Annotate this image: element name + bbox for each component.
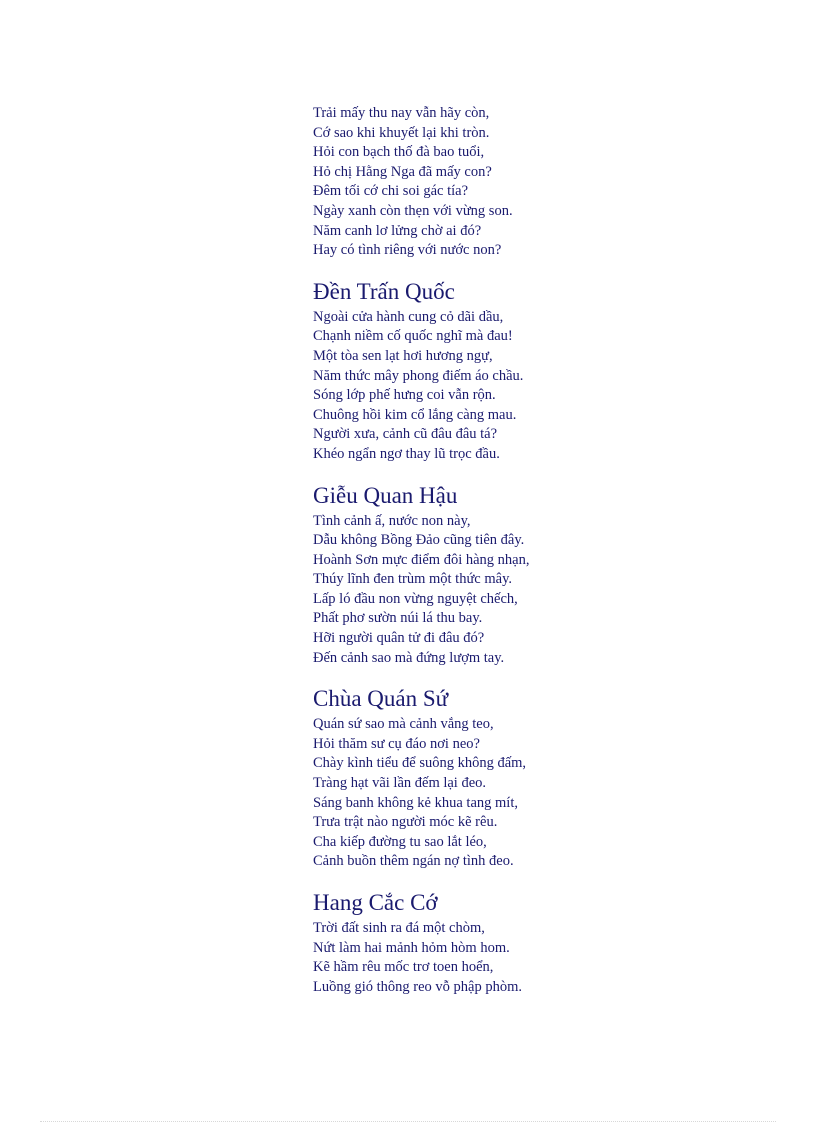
poem-chua-quan-su bbox=[313, 685, 793, 872]
verse-line: Ngoài cửa hành cung cỏ dãi dầu, bbox=[313, 308, 504, 325]
verse-line: Hỏi thăm sư cụ đáo nơi neo? bbox=[313, 735, 480, 752]
verse-line: Ngày xanh còn thẹn với vừng son. bbox=[313, 202, 513, 219]
verse-line: Cảnh buồn thêm ngán nợ tình đeo. bbox=[313, 853, 514, 870]
verse-line: Đêm tối cớ chi soi gác tía? bbox=[313, 183, 469, 200]
verse-line: Hoành Sơn mực điểm đôi hàng nhạn, bbox=[313, 551, 530, 568]
poem-den-tran-quoc bbox=[313, 278, 793, 465]
verse-line: Một tòa sen lạt hơi hương ngự, bbox=[313, 347, 493, 364]
verse-line: Nứt làm hai mảnh hỏm hòm hom. bbox=[313, 939, 510, 956]
verse-line: Sóng lớp phế hưng coi vẫn rộn. bbox=[313, 387, 496, 404]
verse-line: Trải mấy thu nay vẫn hãy còn, bbox=[313, 105, 490, 121]
verse-line: Hay có tình riêng với nước non? bbox=[313, 242, 502, 259]
poem-title: Chùa Quán Sứ bbox=[313, 686, 449, 712]
verse-line: Chuông hồi kim cổ lắng càng mau. bbox=[313, 406, 517, 423]
poem-title: Đền Trấn Quốc bbox=[313, 278, 455, 304]
poem-gieu-quan-hau bbox=[313, 482, 793, 669]
page-bottom-divider bbox=[40, 1121, 776, 1122]
poem-title: Hang Cắc Cớ bbox=[313, 890, 438, 915]
poem-verse bbox=[313, 919, 793, 997]
verse-line: Chày kình tiểu để suông không đấm, bbox=[313, 755, 527, 772]
verse-line: Tràng hạt vãi lần đếm lại đeo. bbox=[313, 775, 487, 792]
poem-verse bbox=[313, 512, 793, 669]
verse-line: Sáng banh không kẻ khua tang mít, bbox=[313, 794, 518, 811]
verse-line: Kẽ hầm rêu mốc trơ toen hoển, bbox=[313, 959, 494, 976]
poem-hang-cac-co bbox=[313, 889, 793, 997]
poem-1-verse bbox=[313, 104, 793, 261]
verse-line: Hỏi con bạch thố đà bao tuổi, bbox=[313, 144, 485, 161]
verse-line: Khéo ngẩn ngơ thay lũ trọc đầu. bbox=[313, 445, 500, 462]
verse-line: Đến cảnh sao mà đứng lượm tay. bbox=[313, 649, 505, 666]
verse-line: Chạnh niềm cố quốc nghĩ mà đau! bbox=[313, 328, 513, 345]
verse-line: Luồng gió thông reo vỗ phập phòm. bbox=[313, 978, 523, 995]
verse-line: Phất phơ sườn núi lá thu bay. bbox=[313, 610, 483, 627]
poem-verse bbox=[313, 308, 793, 465]
poem-column bbox=[313, 104, 793, 997]
verse-line: Cha kiếp đường tu sao lắt léo, bbox=[313, 833, 487, 850]
verse-line: Hỏ chị Hằng Nga đã mấy con? bbox=[313, 163, 492, 180]
verse-line: Quán sứ sao mà cảnh vắng teo, bbox=[313, 716, 494, 733]
poem-verse bbox=[313, 715, 793, 872]
verse-line: Người xưa, cảnh cũ đâu đâu tá? bbox=[313, 426, 498, 443]
verse-line: Năm canh lơ lửng chờ ai đó? bbox=[313, 222, 482, 239]
verse-line: Tình cảnh ấ, nước non này, bbox=[313, 512, 471, 529]
verse-line: Trưa trật nào người móc kẽ rêu. bbox=[313, 814, 498, 831]
poem-title: Giễu Quan Hậu bbox=[313, 482, 458, 508]
poem-1 bbox=[313, 104, 793, 261]
verse-line: Dẫu không Bồng Đảo cũng tiên đây. bbox=[313, 532, 525, 549]
verse-line: Năm thức mây phong điếm áo chầu. bbox=[313, 367, 524, 384]
verse-line: Lấp ló đầu non vừng nguyệt chếch, bbox=[313, 590, 518, 607]
verse-line: Hỡi người quân tử đi đâu đó? bbox=[313, 630, 485, 647]
verse-line: Cớ sao khi khuyết lại khi tròn. bbox=[313, 124, 490, 141]
verse-line: Trời đất sinh ra đá một chòm, bbox=[313, 920, 485, 936]
verse-line: Thúy lĩnh đen trùm một thức mây. bbox=[313, 571, 513, 588]
